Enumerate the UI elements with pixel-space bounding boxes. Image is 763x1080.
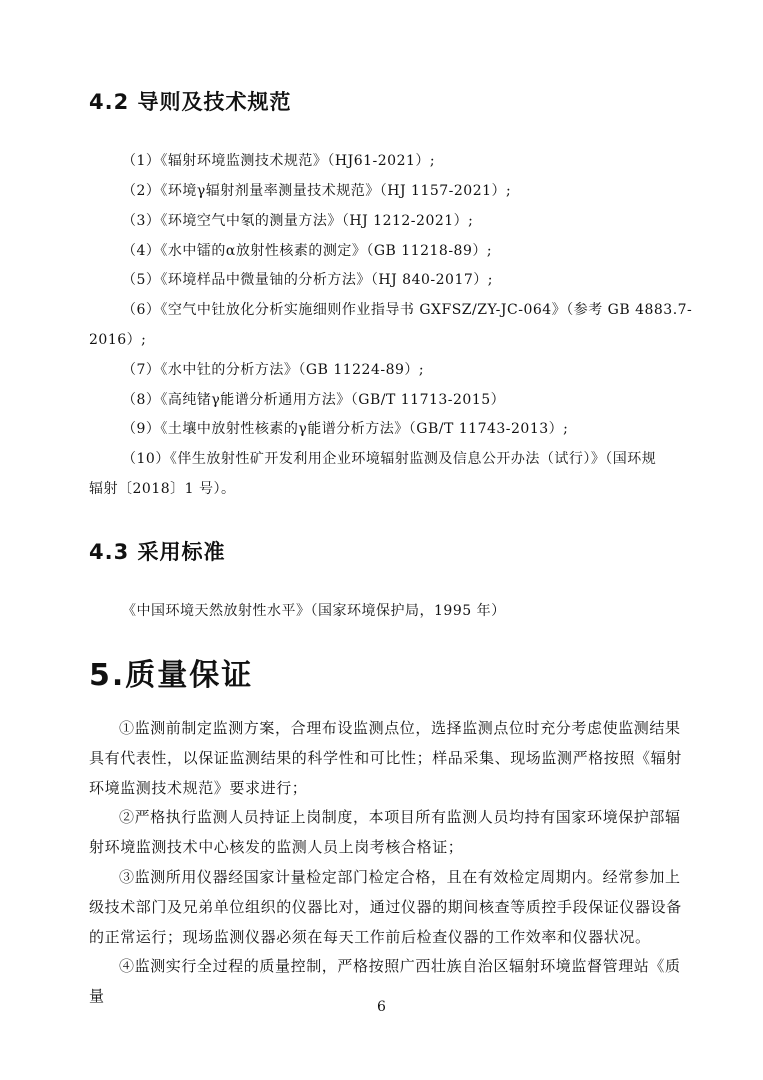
quality-paragraph-3: ③监测所用仪器经国家计量检定部门检定合格，且在有效检定周期内。经常参加上级技术部门及兄弟单位组织的仪器比对，通过仪器的期间核查等质控手段保证仪器设备的正常运行；现场监测仪器必须在每天工作前后检查仪器的工作效率和仪器状况。 bbox=[89, 868, 682, 946]
section-heading-4-3: 4.3 采用标准 bbox=[89, 540, 226, 564]
standard-item-5: （5）《环境样品中微量铀的分析方法》（HJ 840-2017）; bbox=[122, 272, 493, 288]
quality-paragraph-2: ②严格执行监测人员持证上岗制度，本项目所有监测人员均持有国家环境保护部辐射环境监测技术中心核发的监测人员上岗考核合格证； bbox=[89, 808, 681, 856]
standard-item-9: （9）《土壤中放射性核素的γ能谱分析方法》（GB/T 11743-2013）; bbox=[122, 421, 569, 437]
quality-paragraph-1: ①监测前制定监测方案，合理布设监测点位，选择监测点位时充分考虑使监测结果具有代表性，以保证监测结果的科学性和可比性；样品采集、现场监测严格按照《辐射环境监测技术规范》要求进行； bbox=[89, 719, 682, 797]
standard-item-10: （10）《伴生放射性矿开发利用企业环境辐射监测及信息公开办法（试行）》（国环规 bbox=[122, 451, 657, 467]
standard-item-7: （7）《水中钍的分析方法》（GB 11224-89）; bbox=[122, 362, 425, 378]
standard-item-6: （6）《空气中钍放化分析实施细则作业指导书 GXFSZ/ZY-JC-064》（参考 GB 4883.7- bbox=[122, 302, 693, 318]
standard-item-6-continued: 2016）; bbox=[89, 332, 147, 348]
page-number: 6 bbox=[377, 999, 386, 1015]
quality-paragraph-4: ④监测实行全过程的质量控制，严格按照广西壮族自治区辐射环境监督管理站《质量 bbox=[89, 957, 681, 1005]
adopted-standard-item: 《中国环境天然放射性水平》（国家环境保护局，1995 年） bbox=[122, 603, 506, 619]
section-heading-5: 5.质量保证 bbox=[89, 658, 254, 693]
section-heading-4-2: 4.2 导则及技术规范 bbox=[89, 90, 292, 114]
standard-item-10-continued: 辐射〔2018〕1 号）。 bbox=[89, 481, 236, 497]
standard-item-1: （1）《辐射环境监测技术规范》（HJ61-2021）; bbox=[122, 153, 436, 169]
standard-item-8: （8）《高纯锗γ能谱分析通用方法》（GB/T 11713-2015） bbox=[122, 392, 506, 408]
standard-item-4: （4）《水中镭的α放射性核素的测定》（GB 11218-89）; bbox=[122, 243, 493, 259]
standard-item-2: （2）《环境γ辐射剂量率测量技术规范》（HJ 1157-2021）; bbox=[122, 183, 512, 199]
standard-item-3: （3）《环境空气中氡的测量方法》（HJ 1212-2021）; bbox=[122, 213, 474, 229]
